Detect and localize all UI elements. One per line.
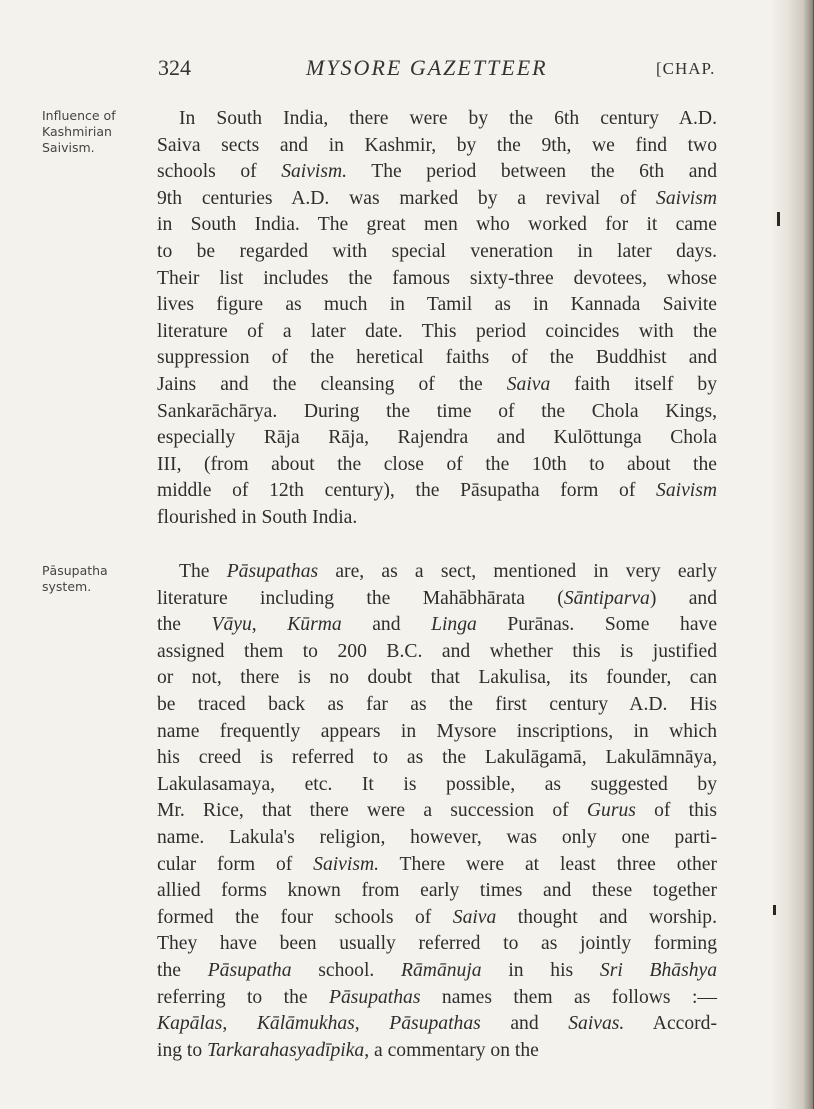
text-line: They have been usually referred to as jointly forming (157, 933, 717, 955)
text-line: allied forms known from early times and these together (157, 880, 717, 902)
margin-note-line: Pāsupatha (42, 563, 108, 578)
text-line: schools of Saivism. The period between the 6th and (157, 161, 717, 183)
margin-note-pasupatha-system (42, 563, 152, 595)
text-line: especially Rāja Rāja, Rajendra and Kulōttunga Chola (157, 427, 717, 449)
margin-note-line: Saivism. (42, 140, 95, 155)
running-header (0, 50, 814, 84)
text-line: In South India, there were by the 6th century A.D. (179, 108, 717, 129)
text-line: III, (from about the close of the 10th to about the (157, 453, 717, 475)
text-line: Their list includes the famous sixty-three devotees, whose (157, 267, 717, 289)
text-line: the Vāyu, Kūrma and Linga Purānas. Some have (157, 614, 718, 636)
binding-mark (773, 905, 776, 915)
text-line: flourished in South India. (157, 506, 358, 528)
text-line: lives figure as much in Tamil as in Kannada Saivite (157, 294, 717, 316)
margin-note-line: system. (42, 579, 92, 594)
text-line: referring to the Pāsupathas names them as follows :— (157, 986, 718, 1008)
paragraph-south-india-saivism (157, 106, 717, 532)
paragraph-pasupathas (157, 559, 717, 1064)
running-title: MYSORE GAZETTEER (306, 55, 548, 80)
text-line: Saiva sects and in Kashmir, by the 9th, we find two (157, 134, 717, 156)
text-line: to be regarded with special veneration in later days. (157, 240, 717, 262)
text-line: his creed is referred to as the Lakulāgamā, Lakulāmnāya, (157, 747, 717, 769)
text-line: formed the four schools of Saiva thought and worship. (157, 906, 717, 928)
text-line: suppression of the heretical faiths of the Buddhist and (157, 347, 717, 369)
text-line: literature of a later date. This period coincides with the (157, 320, 717, 342)
text-line: 9th centuries A.D. was marked by a revival of Saivism (157, 187, 717, 209)
page-number: 324 (158, 55, 191, 80)
text-line: middle of 12th century), the Pāsupatha form of Saivism (157, 480, 717, 502)
text-line: Jains and the cleansing of the Saiva faith itself by (157, 373, 717, 395)
text-line: the Pāsupatha school. Rāmānuja in his Sri Bhāshya (157, 959, 718, 981)
text-line: literature including the Mahābhārata (Sāntiparva) and (157, 587, 718, 609)
binding-mark (777, 212, 780, 226)
text-line: The Pāsupathas are, as a sect, mentioned in very early (179, 561, 717, 582)
text-line: or not, there is no doubt that Lakulisa, its founder, can (157, 667, 717, 689)
margin-note-line: Influence of (42, 108, 116, 123)
text-line: Lakulasamaya, etc. It is possible, as suggested by (157, 773, 717, 795)
margin-note-kashmirian-saivism (42, 108, 152, 156)
text-line: name. Lakula's religion, however, was only one parti- (157, 826, 717, 848)
text-line: Sankarāchārya. During the time of the Chola Kings, (157, 400, 717, 422)
text-line: name frequently appears in Mysore inscriptions, in which (157, 720, 717, 742)
text-line: Kapālas, Kālāmukhas, Pāsupathas and Saivas. Accord- (157, 1013, 717, 1035)
text-line: be traced back as far as the first century A.D. His (157, 693, 717, 715)
page-edge-shadow (770, 0, 814, 1109)
text-line: ing to Tarkarahasyadīpika, a commentary on the (157, 1039, 539, 1061)
text-line: assigned them to 200 B.C. and whether this is justified (157, 640, 717, 662)
text-line: cular form of Saivism. There were at least three other (157, 853, 717, 875)
text-line: in South India. The great men who worked for it came (157, 214, 717, 236)
margin-note-line: Kashmirian (42, 124, 112, 139)
text-line: Mr. Rice, that there were a succession of Gurus of this (157, 800, 717, 822)
chapter-label: [CHAP. (656, 59, 716, 78)
